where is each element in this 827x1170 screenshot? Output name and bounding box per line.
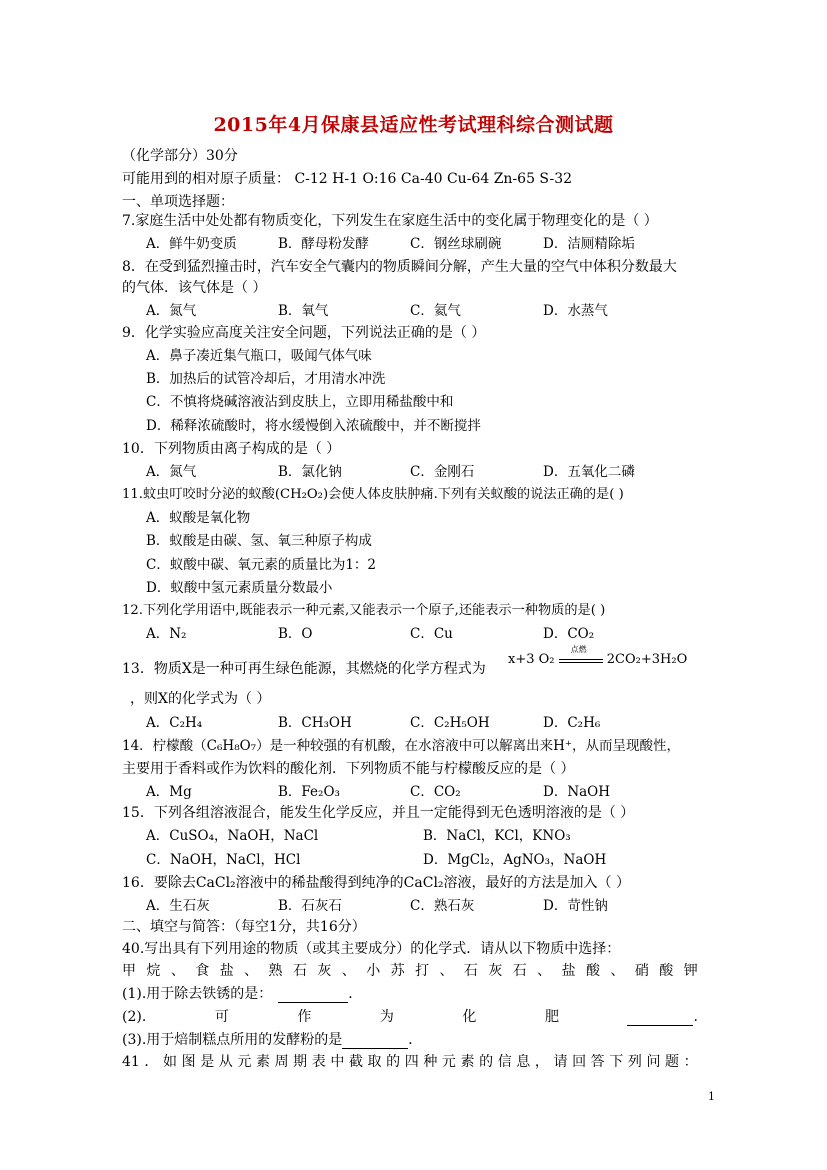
question-40-part-1: (1).用于除去铁锈的是： . — [122, 986, 353, 1002]
section-heading-2: 二、填空与简答：（每空1分，共16分） — [122, 919, 366, 935]
equation-products: 2CO₂+3H₂O — [606, 652, 688, 667]
question-7: 7.家庭生活中处处都有物质变化，下列发生在家庭生活中的变化属于物理变化的是（ ） — [122, 213, 658, 229]
question-41: 41 ． 如 图 是 从 元 素 周 期 表 中 截 取 的 四 种 元 素 的 信 息 ， 请 回 答 下 列 问 题 ： — [122, 1054, 698, 1070]
question-10: 10．下列物质由离子构成的是（ ） — [122, 441, 341, 457]
q11-option-d: D．蚁酸中氢元素质量分数最小 — [146, 580, 333, 596]
q7-option-a: A．鲜牛奶变质 — [146, 236, 237, 252]
q15-option-d: D．MgCl₂，AgNO₃，NaOH — [423, 852, 607, 868]
q10-option-d: D．五氧化二磷 — [543, 464, 635, 480]
page-number: 1 — [708, 1090, 715, 1103]
q11-option-a: A．蚁酸是氧化物 — [146, 510, 251, 526]
q9-option-a: A．鼻子凑近集气瓶口，吸闻气体气味 — [146, 348, 372, 364]
q9-option-b: B．加热后的试管冷却后，才用清水冲洗 — [146, 371, 386, 387]
equation-condition: 点燃 — [570, 644, 587, 654]
question-40-part-3: (3).用于焙制糕点所用的发酵粉的是 ． — [122, 1032, 423, 1048]
question-8-cont: 的气体．该气体是（ ） — [122, 280, 267, 296]
question-13: 13．物质X是一种可再生绿色能源，其燃烧的化学方程式为 — [122, 661, 486, 677]
part-label: （化学部分）30分 — [122, 148, 238, 164]
question-8: 8．在受到猛烈撞击时，汽车安全气囊内的物质瞬间分解，产生大量的空气中体积分数最大 — [122, 259, 677, 275]
q16-option-d: D．苛性钠 — [543, 898, 608, 914]
answer-blank[interactable] — [627, 1011, 693, 1026]
q8-option-a: A．氮气 — [146, 303, 197, 319]
q10-option-c: C．金刚石 — [410, 464, 475, 480]
q11-option-b: B．蚁酸是由碳、氢、氧三种原子构成 — [146, 533, 372, 549]
q7-option-b: B．酵母粉发酵 — [278, 236, 369, 252]
question-12: 12.下列化学用语中,既能表示一种元素,又能表示一个原子,还能表示一种物质的是( ) — [122, 603, 606, 618]
q11-option-c: C．蚁酸中碳、氧元素的质量比为1：2 — [146, 557, 377, 573]
q15-option-c: C．NaOH，NaCl，HCl — [146, 852, 301, 868]
q7-option-d: D．洁厕精除垢 — [543, 236, 635, 252]
question-40-part-2: (2). 可 作 为 化 肥 . — [122, 1009, 698, 1025]
q8-option-b: B．氧气 — [278, 303, 329, 319]
q8-option-c: C．氦气 — [410, 303, 461, 319]
q9-option-c: C．不慎将烧碱溶液沾到皮肤上，立即用稀盐酸中和 — [146, 394, 454, 410]
q16-option-c: C．熟石灰 — [410, 898, 475, 914]
section-heading-1: 一、单项选择题： — [122, 194, 234, 210]
q14-option-b: B．Fe₂O₃ — [278, 784, 340, 800]
q13-option-d: D．C₂H₆ — [543, 715, 601, 731]
question-40-choices: 甲 烷 、 食 盐 、 熟 石 灰 、 小 苏 打 、 石 灰 石 、 盐 酸 、 硝 酸 钾 — [122, 963, 698, 979]
q12-option-c: C．Cu — [410, 626, 453, 642]
question-9: 9．化学实验应高度关注安全问题，下列说法正确的是（ ） — [122, 325, 486, 341]
atomic-masses: 可能用到的相对原子质量： C-12 H-1 O:16 Ca-40 Cu-64 Zn-65 S-32 — [122, 171, 573, 187]
question-40: 40.写出具有下列用途的物质（或其主要成分）的化学式．请从以下物质中选择： — [122, 941, 621, 957]
answer-blank[interactable] — [278, 988, 348, 1003]
question-14: 14．柠檬酸（C₆H₈O₇）是一种较强的有机酸，在水溶液中可以解离出来H⁺，从而呈现酸性， — [122, 738, 680, 754]
q9-option-d: D．稀释浓硫酸时，将水缓慢倒入浓硫酸中，并不断搅拌 — [146, 418, 481, 434]
q10-option-b: B．氯化钠 — [278, 464, 342, 480]
question-13-cont: ，则X的化学式为（ ） — [130, 691, 271, 707]
q14-option-c: C．CO₂ — [410, 784, 461, 800]
q15-option-b: B．NaCl，KCl，KNO₃ — [423, 828, 571, 844]
q12-option-d: D．CO₂ — [543, 626, 595, 642]
q16-option-a: A．生石灰 — [146, 898, 210, 914]
q13-option-c: C．C₂H₅OH — [410, 715, 490, 731]
q16-option-b: B．石灰石 — [278, 898, 342, 914]
question-14-cont: 主要用于香料或作为饮料的酸化剂．下列物质不能与柠檬酸反应的是（ ） — [122, 761, 575, 777]
answer-blank[interactable] — [342, 1034, 408, 1049]
q15-option-a: A．CuSO₄，NaOH，NaCl — [146, 828, 319, 844]
equation-reactants: x+3 O₂ — [508, 652, 555, 667]
q7-option-c: C．钢丝球刷碗 — [410, 236, 502, 252]
q10-option-a: A．氮气 — [146, 464, 197, 480]
q13-option-a: A．C₂H₄ — [146, 715, 203, 731]
q12-option-b: B．O — [278, 626, 313, 642]
reaction-arrow-icon — [559, 644, 603, 667]
question-15: 15．下列各组溶液混合，能发生化学反应，并且一定能得到无色透明溶液的是（ ） — [122, 805, 635, 821]
q8-option-d: D．水蒸气 — [543, 303, 608, 319]
combustion-equation — [508, 644, 688, 667]
q14-option-d: D．NaOH — [543, 784, 611, 800]
question-11: 11.蚊虫叮咬时分泌的蚁酸(CH₂O₂)会使人体皮肤肿痛.下列有关蚁酸的说法正确的是( ) — [122, 487, 624, 502]
question-16: 16．要除去CaCl₂溶液中的稀盐酸得到纯净的CaCl₂溶液，最好的方法是加入（ ） — [122, 875, 630, 891]
q13-option-b: B．CH₃OH — [278, 715, 352, 731]
q14-option-a: A．Mg — [146, 784, 192, 800]
q12-option-a: A．N₂ — [146, 626, 187, 642]
page-title: 2015年4月保康县适应性考试理科综合测试题 — [213, 114, 614, 136]
